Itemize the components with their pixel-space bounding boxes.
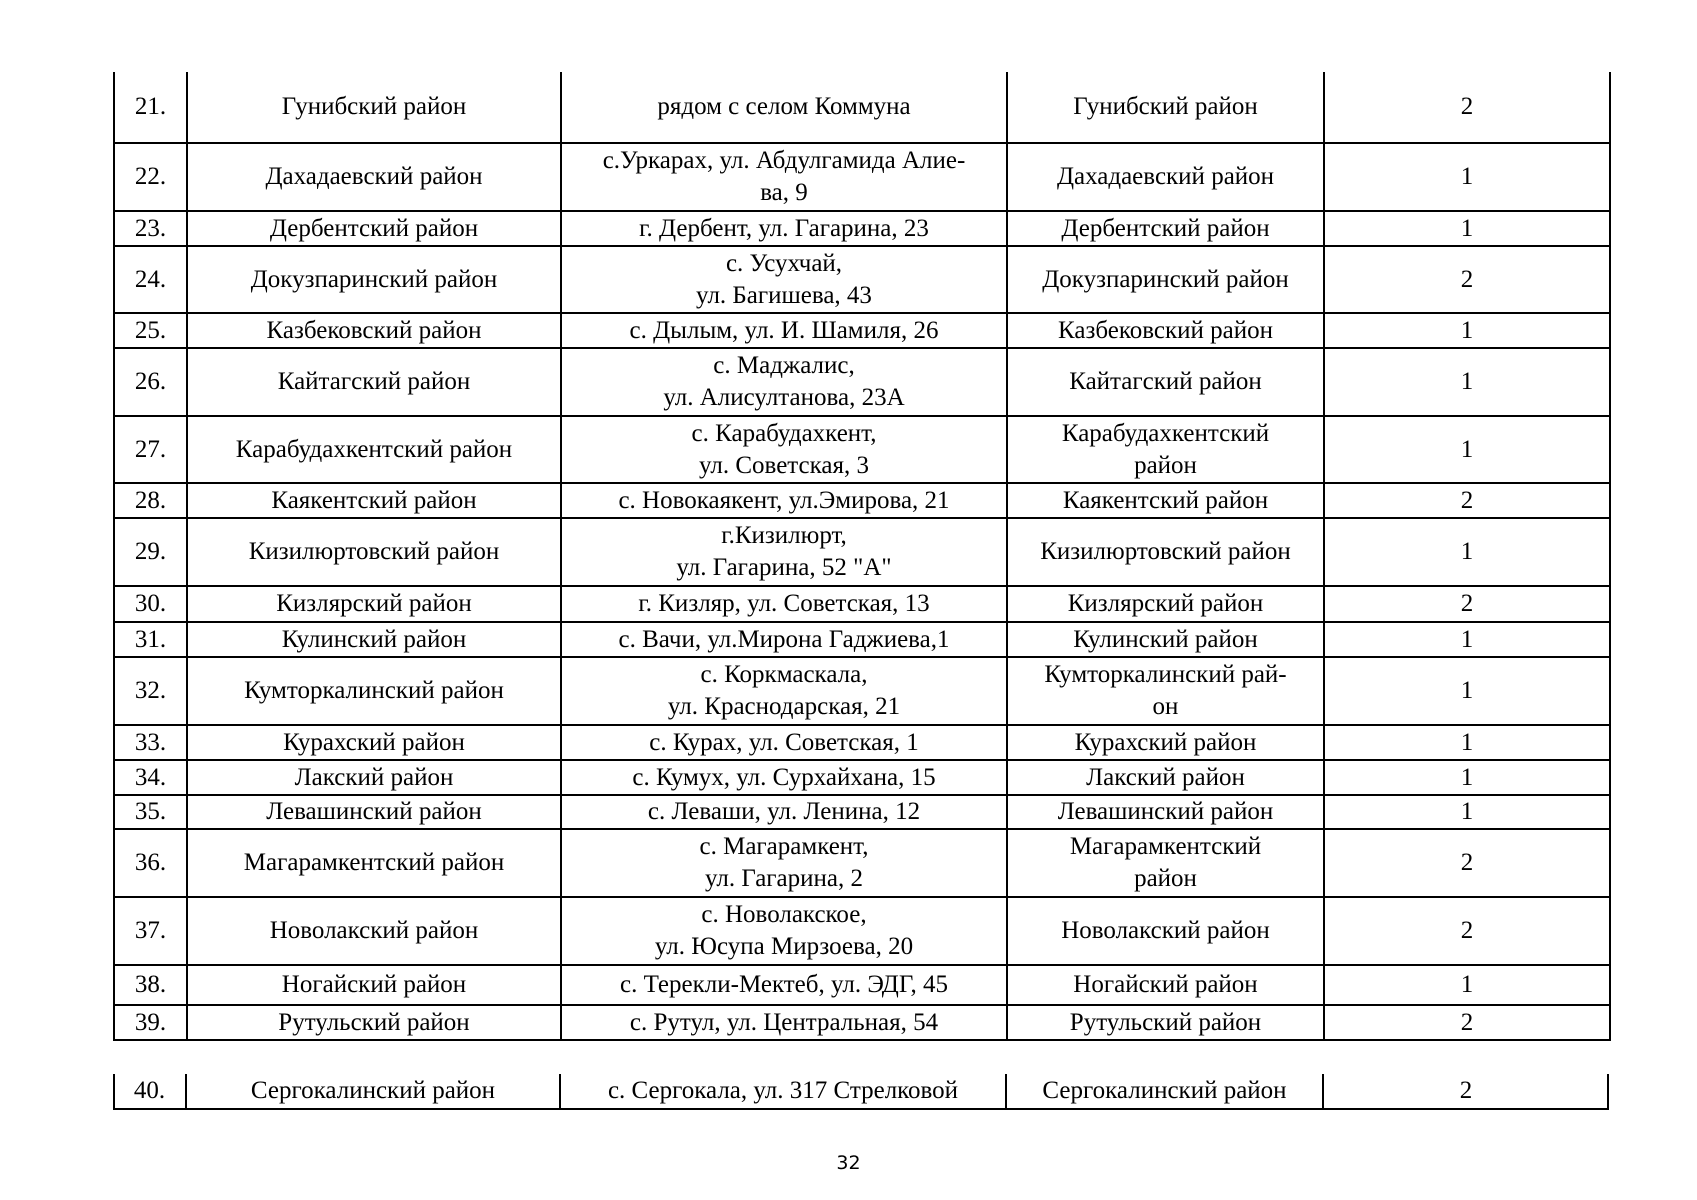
table-row [114, 518, 1610, 586]
service-area-line: Кизлярский район [1067, 590, 1264, 617]
address [561, 622, 1007, 657]
district-name: Докузпаринский район [187, 246, 561, 313]
row-number: 34. [114, 760, 187, 795]
service-area [1007, 829, 1324, 897]
address-line: с. Леваши, ул. Ленина, 12 [647, 798, 921, 825]
row-number: 37. [114, 897, 187, 965]
address [561, 897, 1007, 965]
row-number: 36. [114, 829, 187, 897]
table-row [114, 143, 1610, 211]
row-number: 32. [114, 657, 187, 725]
district-name: Кумторкалинский район [187, 657, 561, 725]
address-line: с. Кумух, ул. Сурхайхана, 15 [632, 763, 936, 791]
address [561, 72, 1007, 143]
row-number: 24. [114, 246, 187, 313]
service-area [1007, 586, 1324, 622]
count: 1 [1324, 416, 1610, 483]
service-area-line: Рутульский район [1069, 1008, 1262, 1036]
address-line: ул. Краснодарская, 21 [667, 693, 901, 720]
address [561, 483, 1007, 518]
address-line: ул. Советская, 3 [699, 451, 869, 479]
count: 2 [1324, 897, 1610, 965]
service-area [1007, 313, 1324, 348]
service-area-line: Дербентский район [1061, 214, 1270, 242]
count: 1 [1324, 965, 1610, 1005]
service-area-line: Карабудахкентский [1061, 419, 1270, 447]
row-number: 30. [114, 586, 187, 622]
count: 1 [1324, 313, 1610, 348]
service-area-line: Гунибский район [1073, 93, 1258, 120]
table-row [114, 313, 1610, 348]
district-name: Сергокалинский район [250, 1077, 496, 1104]
address-line: ул. Алисултанова, 23А [663, 384, 905, 411]
row-number: 25. [114, 313, 187, 348]
service-area-line: Кайтагский район [1069, 368, 1262, 395]
count: 1 [1324, 211, 1610, 246]
service-area [1007, 795, 1324, 829]
address-line: с. Курах, ул. Советская, 1 [649, 728, 919, 756]
district-name: Ногайский район [187, 965, 561, 1005]
table-row [114, 586, 1610, 622]
row-number: 21. [114, 72, 187, 143]
address-line: ул. Гагарина, 52 "А" [676, 554, 892, 581]
address [561, 211, 1007, 246]
district-name: Кайтагский район [187, 348, 561, 416]
district-name: Новолакский район [187, 897, 561, 965]
address-line: рядом с селом Коммуна [657, 93, 911, 120]
count: 1 [1324, 622, 1610, 657]
service-area-line: Казбековский район [1058, 316, 1273, 344]
table-row [114, 483, 1610, 518]
district-name: Казбековский район [187, 313, 561, 348]
count: 1 [1324, 518, 1610, 586]
district-name: Кизлярский район [187, 586, 561, 622]
row-number: 23. [114, 211, 187, 246]
address: с. Сергокала, ул. 317 Стрелковой [607, 1077, 959, 1104]
service-area-line: Докузпаринский район [1042, 265, 1289, 293]
table-row [114, 622, 1610, 657]
district-name: Лакский район [187, 760, 561, 795]
row-number: 35. [114, 795, 187, 829]
address [561, 795, 1007, 829]
count: 1 [1324, 348, 1610, 416]
service-area [1007, 657, 1324, 725]
row-number: 33. [114, 725, 187, 760]
service-area [1007, 518, 1324, 586]
address-line: с. Рутул, ул. Центральная, 54 [629, 1008, 939, 1036]
address-line: ул. Багишева, 43 [696, 281, 872, 309]
table-row [114, 897, 1610, 965]
service-area-line: Ногайский район [1073, 971, 1258, 998]
service-area-line: Магарамкентский [1069, 833, 1262, 860]
service-area-line: район [1134, 451, 1197, 479]
table-row [114, 725, 1610, 760]
service-area [1007, 965, 1324, 1005]
address [561, 143, 1007, 211]
table-row [114, 1005, 1610, 1040]
address-line: г.Кизилюрт, [721, 522, 847, 549]
district-name: Карабудахкентский район [187, 416, 561, 483]
row-number: 27. [114, 416, 187, 483]
address-line: с. Новокаякент, ул.Эмирова, 21 [618, 486, 950, 514]
address [561, 518, 1007, 586]
service-area: Сергокалинский район [1042, 1077, 1287, 1104]
service-area [1007, 246, 1324, 313]
row-number: 28. [114, 483, 187, 518]
address-line: с. Вачи, ул.Мирона Гаджиева,1 [618, 625, 950, 653]
address [561, 760, 1007, 795]
address [561, 246, 1007, 313]
service-area [1007, 416, 1324, 483]
service-area [1007, 1005, 1324, 1040]
service-area-line: Кулинский район [1073, 625, 1258, 653]
row-number: 38. [114, 965, 187, 1005]
count: 2 [1324, 586, 1610, 622]
row-number: 39. [114, 1005, 187, 1040]
districts-table [113, 72, 1611, 1041]
table-row [114, 211, 1610, 246]
service-area-line: Лакский район [1086, 763, 1245, 791]
address-line: с. Маджалис, [713, 352, 855, 379]
address [561, 657, 1007, 725]
district-name: Дербентский район [187, 211, 561, 246]
count: 2 [1324, 246, 1610, 313]
district-name: Кизилюртовский район [187, 518, 561, 586]
row-number: 26. [114, 348, 187, 416]
table-row [114, 829, 1610, 897]
service-area-line: Курахский район [1074, 728, 1257, 756]
count: 1 [1324, 725, 1610, 760]
service-area-line: Дахадаевский район [1056, 163, 1275, 190]
district-name: Дахадаевский район [187, 143, 561, 211]
district-name: Гунибский район [187, 72, 561, 143]
count: 1 [1324, 143, 1610, 211]
address [561, 1005, 1007, 1040]
count: 2 [1324, 483, 1610, 518]
service-area-line: Левашинский район [1057, 798, 1274, 825]
table-row [114, 416, 1610, 483]
count: 2 [1324, 829, 1610, 897]
district-name: Курахский район [187, 725, 561, 760]
district-name: Каякентский район [187, 483, 561, 518]
count: 2 [1324, 1005, 1610, 1040]
address [561, 586, 1007, 622]
district-name: Рутульский район [187, 1005, 561, 1040]
service-area-line: он [1152, 693, 1179, 720]
address-line: с. Коркмаскала, [700, 661, 868, 688]
count: 1 [1324, 795, 1610, 829]
address-line: с.Уркарах, ул. Абдулгамида Алие- [602, 147, 966, 174]
table-row [114, 795, 1610, 829]
address-line: с. Усухчай, [725, 249, 843, 277]
count: 2 [1459, 1077, 1473, 1104]
table-row [114, 760, 1610, 795]
service-area-line: Каякентский район [1062, 486, 1269, 514]
service-area [1007, 348, 1324, 416]
address [561, 348, 1007, 416]
service-area [1007, 483, 1324, 518]
service-area [1007, 622, 1324, 657]
address-line: ва, 9 [760, 179, 808, 206]
district-name: Магарамкентский район [187, 829, 561, 897]
service-area [1007, 725, 1324, 760]
table-row [114, 72, 1610, 143]
district-name: Левашинский район [187, 795, 561, 829]
address-line: с. Магарамкент, [699, 833, 869, 860]
address [561, 416, 1007, 483]
address [561, 313, 1007, 348]
service-area-line: район [1134, 865, 1197, 892]
row-number: 22. [114, 143, 187, 211]
address-line: с. Карабудахкент, [691, 419, 877, 447]
address [561, 965, 1007, 1005]
address-line: с. Дылым, ул. И. Шамиля, 26 [629, 316, 939, 344]
page-number: 32 [836, 1152, 861, 1174]
district-name: Кулинский район [187, 622, 561, 657]
address [561, 829, 1007, 897]
count: 1 [1324, 657, 1610, 725]
table-row [114, 246, 1610, 313]
address-line: г. Кизляр, ул. Советская, 13 [638, 590, 930, 617]
address [561, 725, 1007, 760]
address-line: ул. Юсупа Мирзоева, 20 [654, 933, 914, 960]
table-row [114, 965, 1610, 1005]
address-line: с. Терекли-Мектеб, ул. ЭДГ, 45 [620, 971, 948, 998]
address-line: г. Дербент, ул. Гагарина, 23 [639, 214, 929, 242]
count: 2 [1324, 72, 1610, 143]
continued-table-row [113, 1074, 1609, 1108]
address-line: с. Новолакское, [701, 901, 867, 928]
row-number: 29. [114, 518, 187, 586]
table-row [114, 657, 1610, 725]
service-area-line: Кумторкалинский рай- [1044, 661, 1287, 688]
address-line: ул. Гагарина, 2 [704, 865, 863, 892]
service-area [1007, 760, 1324, 795]
row-number: 31. [114, 622, 187, 657]
service-area-line: Кизилюртовский район [1040, 538, 1291, 565]
row-number: 40. [133, 1077, 166, 1104]
count: 1 [1324, 760, 1610, 795]
service-area [1007, 143, 1324, 211]
service-area-line: Новолакский район [1061, 917, 1270, 944]
service-area [1007, 211, 1324, 246]
service-area [1007, 72, 1324, 143]
service-area [1007, 897, 1324, 965]
table-row [114, 348, 1610, 416]
